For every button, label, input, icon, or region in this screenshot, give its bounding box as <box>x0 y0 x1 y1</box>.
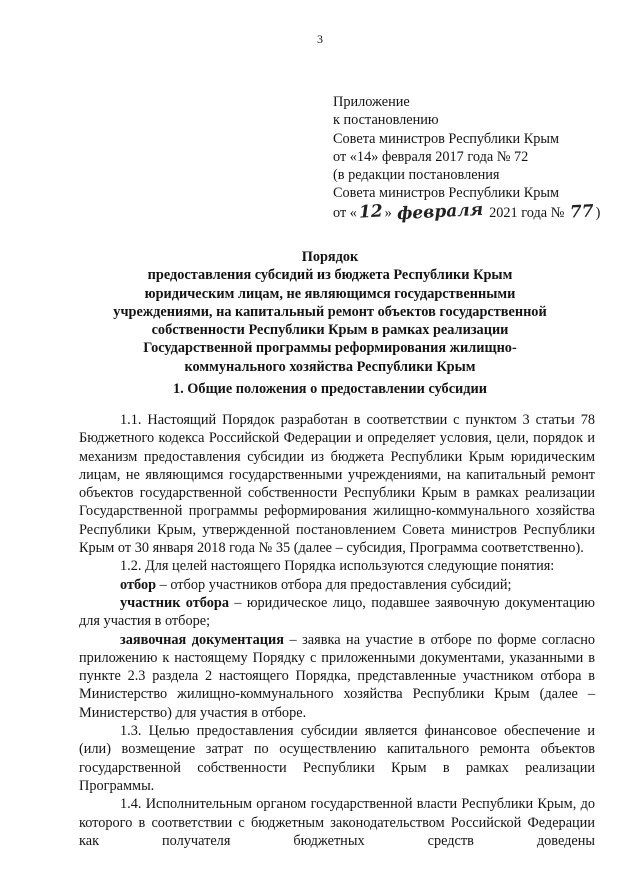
appendix-block <box>333 93 633 225</box>
paragraph: 1.2. Для целей настоящего Порядка используются следующие понятия: <box>120 558 555 575</box>
definition: – заявка на участие в отборе по форме согласно приложению к настоящему Порядку с приложенными документами, указанными в пункте 2.3 раздела 2 настоящего Порядка, представленные участником отбора в Министерство жилищно-коммунального хозяйства Республики Крым (далее – Министерство) для участия в отборе. <box>79 631 596 721</box>
paragraph: 1.4. Исполнительным органом государственной власти Республики Крым, до которого в соответствии с бюджетным законодательством Российской Федерации как получателя бюджетных средств доведены <box>79 796 595 849</box>
appendix-text: » <box>384 204 392 221</box>
document-body <box>79 411 595 850</box>
definition: – отбор участников отбора для предоставления субсидий; <box>156 576 512 593</box>
appendix-line: Приложение <box>333 94 410 110</box>
page-number: 3 <box>317 32 323 46</box>
term: заявочная документация <box>120 631 284 648</box>
document-title <box>80 248 580 376</box>
title-line: коммунального хозяйства Республики Крым <box>184 358 476 375</box>
definition-paragraph <box>79 594 595 631</box>
title-line: собственности Республики Крым в рамках реализации <box>151 322 509 339</box>
definition: – юридическое лицо, подавшее заявочную документацию для участия в отборе; <box>79 594 595 630</box>
handwritten-day: 12 <box>358 201 384 223</box>
paragraph: 1.1. Настоящий Порядок разработан в соответствии с пунктом 3 статьи 78 Бюджетного кодекса Российской Федерации и определяет условия, цели, порядок и механизм предоставления субсидии из бюджета Республики Крым юридическим лицам, не являющимся государственными учреждениями, на капитальный ремонт объектов государственной собственности Республики Крым в рамках реализации Государственной программы реформирования жилищно-коммунального хозяйства Республики Крым, утвержденной постановлением Совета министров Республики Крым от 30 января 2018 года № 35 (далее – субсидия, Программа соответственно). <box>79 412 595 557</box>
title-line: юридическим лицам, не являющимся государственными <box>144 285 516 302</box>
title-line: предоставления субсидий из бюджета Республики Крым <box>147 267 513 284</box>
appendix-text: 2021 года № <box>489 204 565 221</box>
term: участник отбора <box>120 594 229 611</box>
definition-paragraph <box>79 576 595 594</box>
appendix-line: Совета министров Республики Крым <box>333 185 560 202</box>
appendix-line: к постановлению <box>333 112 439 129</box>
handwritten-number: 77 <box>569 201 595 223</box>
appendix-line: Совета министров Республики Крым <box>333 130 560 147</box>
appendix-line: от «14» февраля 2017 года № 72 <box>333 148 529 165</box>
section-heading: 1. Общие положения о предоставлении субсидии <box>173 381 487 397</box>
handwritten-month: февраля <box>396 199 484 225</box>
definition-paragraph <box>79 631 595 722</box>
term: отбор <box>120 576 157 593</box>
paragraph: 1.3. Целью предоставления субсидии является финансовое обеспечение и (или) возмещение затрат по осуществлению капитального ремонта объектов государственной собственности Республики Крым в рамках реализации Программы. <box>79 723 595 794</box>
title-line: Порядок <box>301 249 359 265</box>
title-line: Государственной программы реформирования жилищно- <box>143 340 517 357</box>
appendix-line-with-handwriting <box>333 199 633 225</box>
title-line: учреждениями, на капитальный ремонт объектов государственной <box>113 303 547 320</box>
appendix-text: ) <box>595 204 601 221</box>
appendix-line: (в редакции постановления <box>333 167 500 184</box>
appendix-text: от « <box>333 204 357 221</box>
